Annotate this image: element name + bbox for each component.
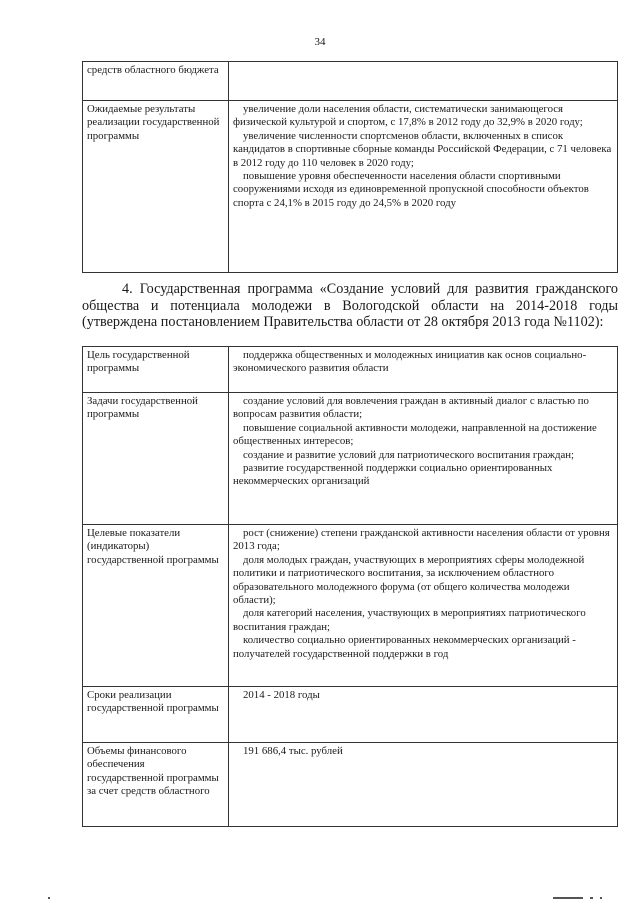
table-row xyxy=(83,687,618,743)
table-row xyxy=(83,743,618,827)
table-row xyxy=(83,525,618,687)
list-item: рост (снижение) степени гражданской активности населения области от уровня 2013 года; xyxy=(233,527,610,553)
row-label: Целевые показатели (индикаторы) государственной программы xyxy=(83,525,229,687)
list-item: доля категорий населения, участвующих в мероприятиях патриотического воспитания граждан; xyxy=(233,607,586,633)
row-content xyxy=(229,393,618,525)
list-item: развитие государственной поддержки социально ориентированных некоммерческих организаций xyxy=(233,462,553,488)
list-item: создание условий для вовлечения граждан в активный диалог с властью по вопросам развития области; xyxy=(233,395,589,421)
program-table-continued xyxy=(82,61,618,273)
section-heading: 4. Государственная программа «Создание условий для развития гражданского общества и потенциала молодежи в Вологодской области на 2014-2018 годы (утверждена постановлением Правительства области от 28 октября 2013 года №1102): xyxy=(82,281,618,330)
row-content xyxy=(229,101,618,273)
list-item: поддержка общественных и молодежных инициатив как основ социально-экономического развития области xyxy=(233,349,587,375)
row-content xyxy=(229,347,618,393)
list-item: увеличение численности спортсменов области, включенных в список кандидатов в спортивные сборные команды Российской Федерации, с 71 человека в 2012 году до 110 человек в 2020 году; xyxy=(233,129,612,169)
row-label: Объемы финансового обеспечения государственной программы за счет средств областного xyxy=(83,743,229,827)
scan-marks xyxy=(0,893,640,905)
list-item: 191 686,4 тыс. рублей xyxy=(243,745,343,757)
row-content xyxy=(229,62,618,101)
list-item: доля молодых граждан, участвующих в мероприятиях сферы молодежной политики и патриотического воспитания, за исключением областного образовательного молодежного форума (от общего количества молодежи области); xyxy=(233,553,585,607)
table-row xyxy=(83,62,618,101)
list-item: создание и развитие условий для патриотического воспитания граждан; xyxy=(243,448,575,461)
table-row xyxy=(83,393,618,525)
list-item: повышение социальной активности молодежи, направленной на достижение общественных интересов; xyxy=(233,421,597,448)
row-label: Цель государственной программы xyxy=(83,347,229,393)
row-content xyxy=(229,743,618,827)
row-label: Ожидаемые результаты реализации государственной программы xyxy=(83,101,229,273)
row-content xyxy=(229,525,618,687)
list-item: увеличение доли населения области, систематически занимающегося физической культурой и спортом, с 17,8% в 2012 году до 32,9% в 2020 году; xyxy=(233,103,583,129)
table-row xyxy=(83,101,618,273)
list-item: количество социально ориентированных некоммерческих организаций - получателей государственной поддержки в год xyxy=(233,634,576,660)
row-label: Сроки реализации государственной программы xyxy=(83,687,229,743)
list-item: 2014 - 2018 годы xyxy=(243,689,320,701)
row-content xyxy=(229,687,618,743)
row-label: средств областного бюджета xyxy=(83,62,229,101)
list-item: повышение уровня обеспеченности населения области спортивными сооружениями исходя из единовременной пропускной способности объектов спорта с 24,1% в 2015 году до 24,5% в 2020 году xyxy=(233,170,589,209)
program-passport-table xyxy=(82,346,618,827)
row-label: Задачи государственной программы xyxy=(83,393,229,525)
table-row xyxy=(83,347,618,393)
page-number: 34 xyxy=(314,36,326,48)
